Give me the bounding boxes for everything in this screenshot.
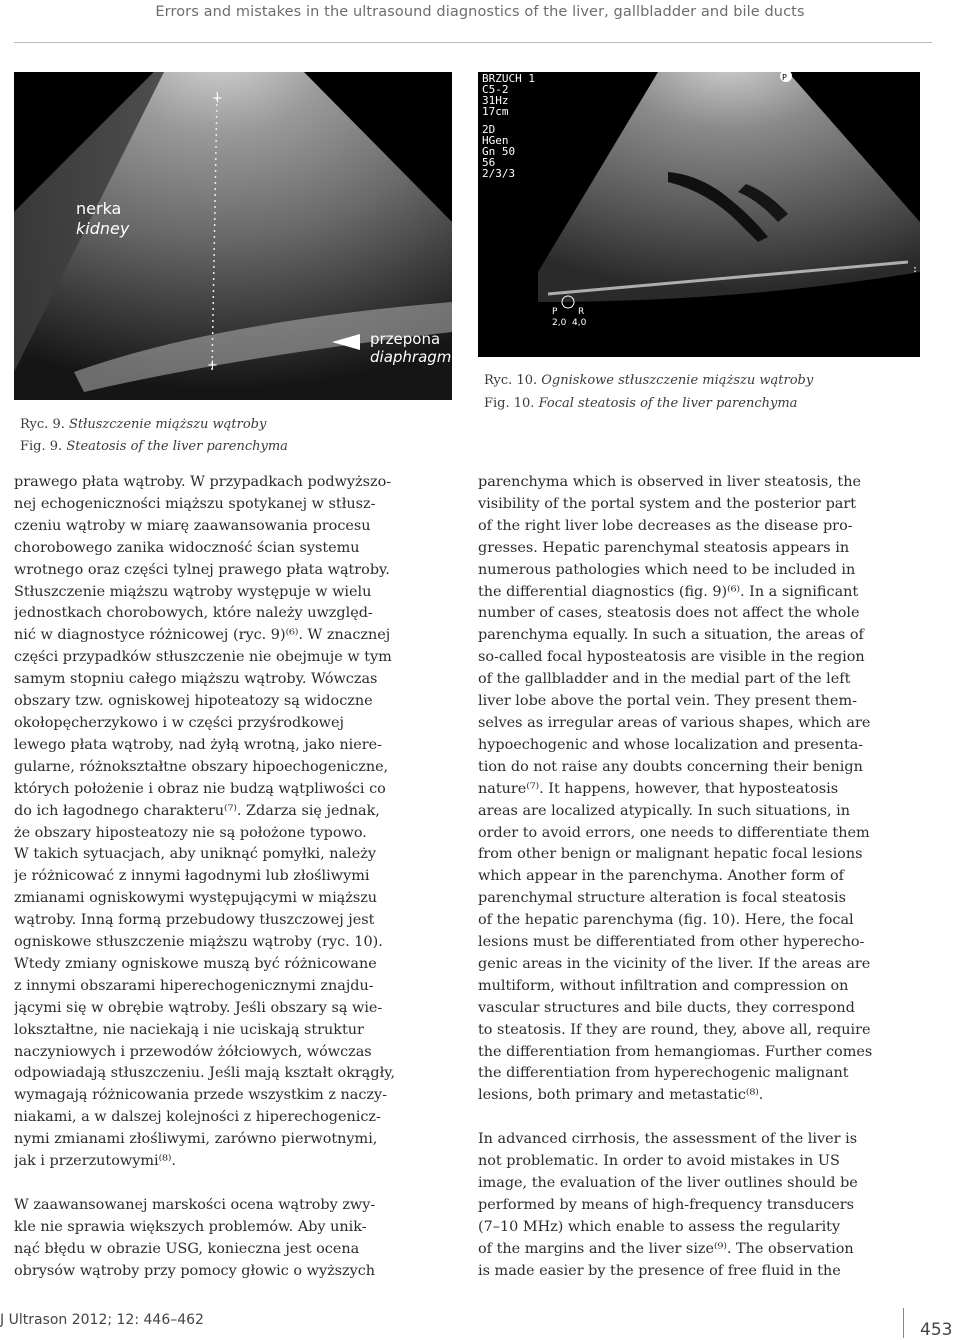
text-line: so-called focal hyposteatosis are visible in the region bbox=[478, 649, 865, 666]
text-line: je różnicować z innymi łagodnymi lub złośliwymi bbox=[14, 868, 370, 885]
text-line: number of cases, steatosis does not affect the whole bbox=[478, 605, 860, 622]
kidney-label-pl: nerka bbox=[76, 199, 122, 218]
text-line: the differentiation from hyperechogenic malignant bbox=[478, 1065, 849, 1082]
marker-p: P bbox=[552, 307, 558, 317]
info-line: C5-2 bbox=[482, 83, 509, 96]
right-text-column bbox=[478, 472, 922, 1283]
text-line: of the hepatic parenchyma (fig. 10). Here, the focal bbox=[478, 912, 854, 929]
diaphragm-label-pl: przepona bbox=[370, 330, 441, 348]
info-line: HGen bbox=[482, 134, 509, 147]
text-line: niakami, a w dalszej kolejności z hiperechogenicz- bbox=[14, 1109, 381, 1126]
text-line: ogniskowe stłuszczenie miąższu wątroby (ryc. 10). bbox=[14, 934, 383, 951]
marker-r: R bbox=[578, 307, 585, 317]
info-line: 2D bbox=[482, 123, 496, 136]
paragraph-gap bbox=[14, 1173, 458, 1195]
left-text-column bbox=[14, 472, 458, 1283]
text-line: is made easier by the presence of free fluid in the bbox=[478, 1262, 841, 1279]
text-line: jącymi się w obrębie wątroby. Jeśli obszary są wie- bbox=[14, 999, 383, 1016]
text-line: wątroby. Inną formą przebudowy tłuszczowej jest bbox=[14, 912, 375, 929]
text-line: parenchymal structure alteration is focal steatosis bbox=[478, 890, 846, 907]
page-number-divider bbox=[903, 1308, 904, 1338]
info-line: 56 bbox=[482, 156, 496, 169]
info-line: BRZUCH 1 bbox=[482, 72, 535, 85]
text-line: lesions must be differentiated from other hyperecho- bbox=[478, 934, 865, 951]
text-line: which appear in the parenchyma. Another form of bbox=[478, 868, 844, 885]
text-line: parenchyma which is observed in liver steatosis, the bbox=[478, 474, 862, 490]
svg-text:+: + bbox=[207, 358, 218, 373]
text-line: jak i przerzutowymi⁽⁸⁾. bbox=[14, 1153, 176, 1170]
text-line: części przypadków stłuszczenie nie obejmuje w tym bbox=[14, 649, 392, 666]
text-line: prawego płata wątroby. W przypadkach podwyższo- bbox=[14, 474, 392, 490]
text-line: wymagają różnicowania przede wszystkim z naczy- bbox=[14, 1087, 387, 1104]
kidney-label-en: kidney bbox=[76, 219, 130, 238]
svg-text:+: + bbox=[212, 91, 223, 106]
text-line: gularne, różnokształtne obszary hipoechogeniczne, bbox=[14, 758, 389, 775]
text-line: odpowiadają stłuszczeniu. Jeśli mają kształt okrągły, bbox=[14, 1065, 396, 1082]
text-line: okołopęcherzykowo i w części przyśrodkowej bbox=[14, 714, 344, 731]
page-number: 453 bbox=[920, 1320, 953, 1340]
text-line: visibility of the portal system and the posterior part bbox=[478, 495, 857, 512]
text-line: In advanced cirrhosis, the assessment of the liver is bbox=[478, 1131, 858, 1148]
text-line: of the gallbladder and in the medial part of the left bbox=[478, 671, 851, 688]
text-line: nature⁽⁷⁾. It happens, however, that hyposteatosis bbox=[478, 780, 839, 797]
text-line: of the margins and the liver size⁽⁹⁾. The observation bbox=[478, 1240, 854, 1257]
text-line: których położenie i obraz nie budzą wątpliwości co bbox=[14, 780, 386, 797]
info-line: Gn 50 bbox=[482, 145, 516, 158]
text-line: samym stopniu całego miąższu wątroby. Wówczas bbox=[14, 671, 378, 688]
text-line: lesions, both primary and metastatic⁽⁸⁾. bbox=[478, 1087, 764, 1104]
figure-10-caption-en-number: Fig. 10. bbox=[484, 396, 535, 411]
text-line: nąć błędu w obrazie USG, konieczna jest ocena bbox=[14, 1240, 360, 1257]
figure-9-caption-pl bbox=[20, 414, 266, 435]
figure-9-caption-pl-number: Ryc. 9. bbox=[20, 417, 65, 432]
text-line: not problematic. In order to avoid mistakes in US bbox=[478, 1153, 840, 1170]
figure-9-caption-en-number: Fig. 9. bbox=[20, 439, 63, 454]
figure-9-caption-en bbox=[20, 436, 288, 457]
text-line: kle nie sprawia większych problemów. Aby unik- bbox=[14, 1218, 367, 1235]
text-line: (7–10 MHz) which enable to assess the regularity bbox=[478, 1218, 841, 1235]
text-line: parenchyma equally. In such a situation, the areas of bbox=[478, 627, 864, 644]
text-line: performed by means of high-frequency transducers bbox=[478, 1196, 855, 1213]
text-line: to steatosis. If they are round, they, above all, require bbox=[478, 1021, 871, 1038]
text-line: z innymi obszarami hiperechogenicznymi znajdu- bbox=[14, 977, 374, 994]
text-line: image, the evaluation of the liver outlines should be bbox=[478, 1174, 858, 1191]
text-line: order to avoid errors, one needs to differentiate them bbox=[478, 824, 870, 841]
info-line: 17cm bbox=[482, 105, 509, 118]
text-line: genic areas in the vicinity of the liver. If the areas are bbox=[478, 955, 871, 972]
text-line: vascular structures and bile ducts, they correspond bbox=[478, 999, 855, 1016]
figure-10-scan bbox=[478, 72, 920, 357]
figure-9-caption-en-text: Steatosis of the liver parenchyma bbox=[66, 439, 288, 454]
text-line: Wtedy zmiany ogniskowe muszą być różnicowane bbox=[14, 955, 377, 972]
running-title: Errors and mistakes in the ultrasound diagnostics of the liver, gallbladder and bile ducts bbox=[155, 4, 805, 20]
text-line: zmianami ogniskowymi występującymi w miąższu bbox=[14, 890, 378, 907]
text-line: że obszary hiposteatozy nie są położone typowo. bbox=[14, 824, 367, 841]
text-line: W takich sytuacjach, aby uniknąć pomyłki, należy bbox=[14, 846, 376, 863]
paragraph-gap bbox=[478, 1107, 922, 1129]
text-line: gresses. Hepatic parenchymal steatosis appears in bbox=[478, 539, 850, 556]
text-line: naczyniowych i przewodów żółciowych, wówczas bbox=[14, 1043, 372, 1060]
figure-9-ultrasound-image bbox=[14, 72, 452, 400]
text-line: multiform, without infiltration and compression on bbox=[478, 977, 849, 994]
info-line: 2/3/3 bbox=[482, 167, 516, 180]
text-line: obszary tzw. ogniskowej hipoteatozy są widoczne bbox=[14, 693, 373, 710]
header-rule bbox=[14, 42, 932, 43]
text-line: nić w diagnostyce różnicowej (ryc. 9)⁽⁶⁾. W znacznej bbox=[14, 627, 391, 644]
figure-10-caption-en-text: Focal steatosis of the liver parenchyma bbox=[538, 396, 798, 411]
text-line: areas are localized atypically. In such situations, in bbox=[478, 802, 850, 819]
diaphragm-label-en: diaphragm bbox=[370, 348, 452, 366]
info-line: 31Hz bbox=[482, 94, 509, 107]
text-line: do ich łagodnego charakteru⁽⁷⁾. Zdarza się jednak, bbox=[14, 802, 380, 819]
text-line: lewego płata wątroby, nad żyłą wrotną, jako niere- bbox=[14, 736, 383, 753]
text-line: numerous pathologies which need to be included in bbox=[478, 561, 856, 578]
text-line: obrysów wątroby przy pomocy głowic o wyższych bbox=[14, 1262, 376, 1279]
text-line: wrotnego oraz części tylnej prawego płata wątroby. bbox=[14, 561, 390, 578]
text-line: czeniu wątroby w miarę zaawansowania procesu bbox=[14, 517, 371, 534]
text-line: selves as irregular areas of various shapes, which are bbox=[478, 714, 871, 731]
text-line: W zaawansowanej marskości ocena wątroby zwy- bbox=[14, 1196, 376, 1213]
text-line: liver lobe above the portal vein. They present them- bbox=[478, 693, 857, 710]
text-line: hypoechogenic and whose localization and presenta- bbox=[478, 736, 864, 753]
text-line: jednostkach chorobowych, które należy uwzględ- bbox=[14, 605, 373, 622]
text-line: Stłuszczenie miąższu wątroby występuje w wielu bbox=[14, 583, 372, 600]
text-line: the differentiation from hemangiomas. Further comes bbox=[478, 1043, 873, 1060]
figure-10-caption-en bbox=[484, 393, 797, 414]
text-line: nej echogeniczności miąższu spotykanej w stłusz- bbox=[14, 495, 376, 512]
journal-citation: J Ultrason 2012; 12: 446–462 bbox=[0, 1312, 204, 1328]
svg-text::: : bbox=[912, 264, 919, 275]
text-line: lokształtne, nie naciekają i nie uciskają struktur bbox=[14, 1021, 364, 1038]
text-line: tion do not raise any doubts concerning their benign bbox=[478, 758, 863, 775]
figure-10-caption-pl-text: Ogniskowe stłuszczenie miąższu wątroby bbox=[541, 373, 814, 388]
probe-marker-label: P bbox=[782, 73, 787, 82]
text-line: nymi zmianami złośliwymi, zarówno pierwotnymi, bbox=[14, 1131, 378, 1148]
figure-10-ultrasound-image bbox=[478, 72, 920, 357]
text-line: of the right liver lobe decreases as the disease pro- bbox=[478, 517, 853, 534]
figure-9-scan bbox=[14, 72, 452, 400]
marker-scale: 2,0 4,0 bbox=[552, 318, 587, 328]
figure-10-caption-pl bbox=[484, 370, 813, 391]
text-line: from other benign or malignant hepatic focal lesions bbox=[478, 846, 863, 863]
figure-10-caption-pl-number: Ryc. 10. bbox=[484, 373, 538, 388]
figure-9-caption-pl-text: Stłuszczenie miąższu wątroby bbox=[69, 417, 267, 432]
text-line: the differential diagnostics (fig. 9)⁽⁶⁾. In a significant bbox=[478, 583, 859, 600]
text-line: chorobowego zanika widoczność ścian systemu bbox=[14, 539, 360, 556]
